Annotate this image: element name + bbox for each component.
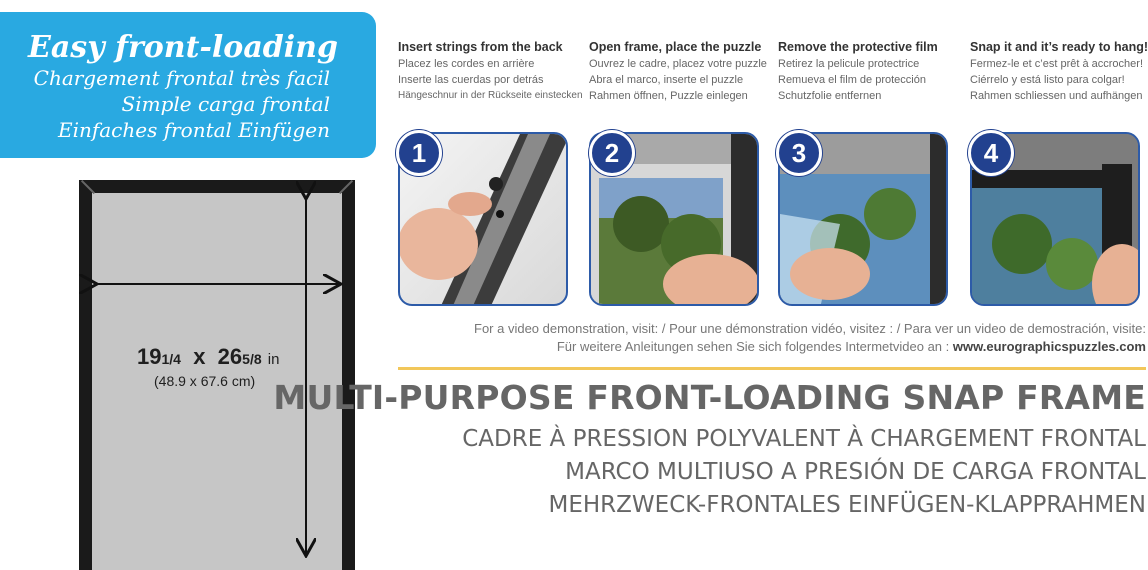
title-fr: CADRE À PRESSION POLYVALENT À CHARGEMENT FRONTAL: [462, 426, 1146, 452]
step-4-line-fr: Fermez-le et c’est prêt à accrocher!: [970, 58, 1144, 70]
step-3-number: 3: [776, 130, 822, 176]
step-3-line-es: Remueva el film de protección: [778, 74, 926, 86]
step-4-heading: Snap it and it’s ready to hang!: [970, 40, 1148, 54]
step-4-text: [970, 40, 1148, 102]
step-4-line-de: Rahmen schliessen und aufhängen: [970, 90, 1143, 102]
video-demo-line-de: [557, 339, 1146, 354]
badge-subtitle-es: Simple carga frontal: [121, 92, 330, 116]
divider-line: [398, 367, 1146, 370]
step-1-line-fr: Placez les cordes en arrière: [398, 58, 535, 70]
step-2-text: [589, 40, 779, 102]
step-2-line-fr: Ouvrez le cadre, placez votre puzzle: [589, 58, 767, 70]
step-1-text: [398, 40, 588, 101]
badge-title: Easy front-loading: [28, 30, 338, 65]
step-3-heading: Remove the protective film: [778, 40, 938, 54]
step-3-text: [778, 40, 968, 102]
video-demo-line: For a video demonstration, visit: / Pour une démonstration vidéo, visitez : / Para ver un video de demostración, visite:: [474, 321, 1146, 336]
step-2-line-de: Rahmen öffnen, Puzzle einlegen: [589, 90, 748, 102]
step-1-heading: Insert strings from the back: [398, 40, 563, 54]
step-2-line-es: Abra el marco, inserte el puzzle: [589, 74, 744, 86]
badge-subtitle-fr: Chargement frontal très facil: [33, 66, 330, 90]
step-4-number: 4: [968, 130, 1014, 176]
video-demo-line-de-text: Für weitere Anleitungen sehen Sie sich folgendes Intermetvideo an :: [556, 339, 950, 354]
website-link[interactable]: www.eurographicspuzzles.com: [952, 339, 1146, 354]
badge-subtitle-de: Einfaches frontal Einfügen: [57, 118, 330, 142]
dimension-cm: (48.9 x 67.6 cm): [154, 373, 256, 389]
dimension-inches: 191/4 x 265/8 in: [137, 344, 280, 369]
step-3-line-de: Schutzfolie entfernen: [778, 90, 882, 102]
step-1-line-es: Inserte las cuerdas por detrás: [398, 74, 544, 86]
main-title: MULTI-PURPOSE FRONT-LOADING SNAP FRAME: [273, 378, 1146, 417]
title-de: MEHRZWECK-FRONTALES EINFÜGEN-KLAPPRAHMEN: [548, 492, 1146, 518]
title-es: MARCO MULTIUSO A PRESIÓN DE CARGA FRONTAL: [565, 459, 1146, 485]
step-2-heading: Open frame, place the puzzle: [589, 40, 762, 54]
step-4-line-es: Ciérrelo y está listo para colgar!: [970, 74, 1125, 86]
step-2-number: 2: [589, 130, 635, 176]
step-1-line-de: Hängeschnur in der Rückseite einstecken: [398, 90, 583, 101]
step-3-line-fr: Retirez la pelicule protectrice: [778, 58, 920, 70]
step-1-number: 1: [396, 130, 442, 176]
header-badge: [0, 12, 376, 158]
